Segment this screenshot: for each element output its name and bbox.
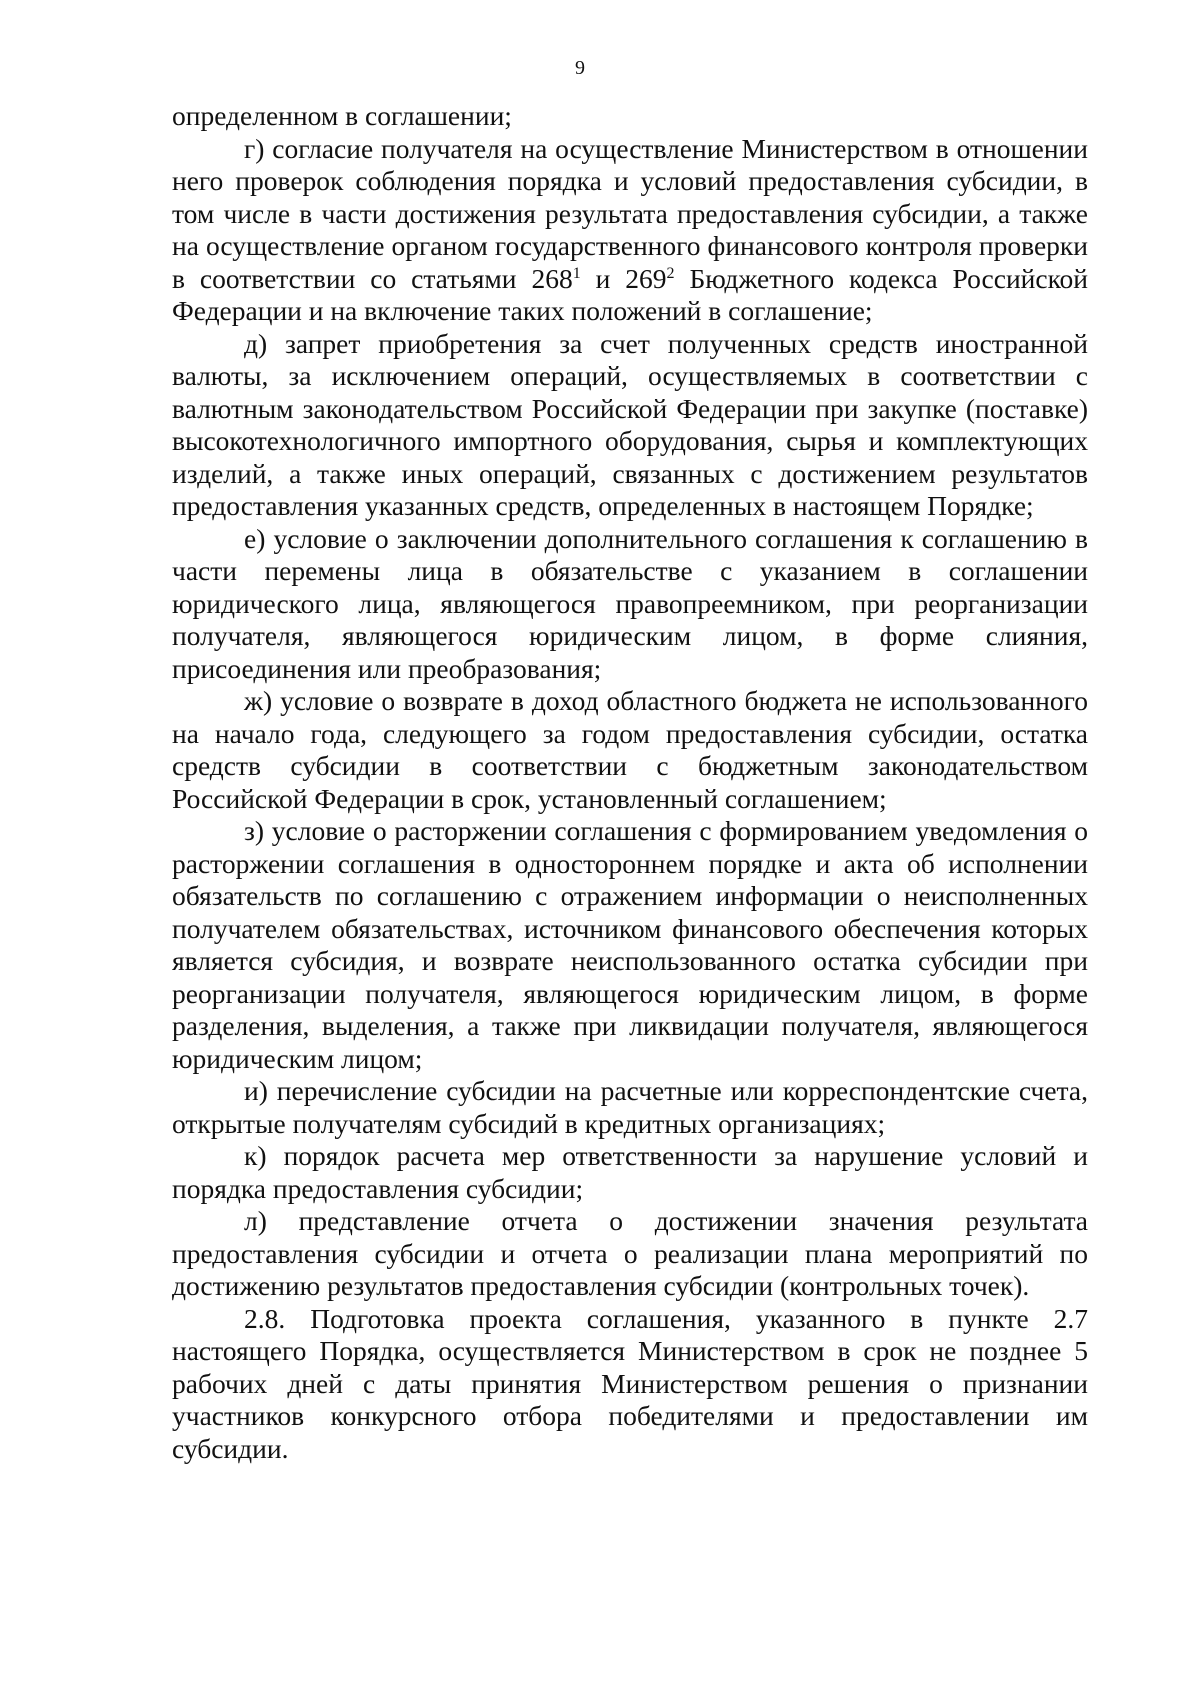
document-body xyxy=(172,100,1088,1465)
paragraph-item-zh: ж) условие о возврате в доход областного бюджета не использованного на начало года, следующего за годом предоставления субсидии, остатка средств субсидии в соответствии с бюджетным законодательством Российской Федерации в срок, установленный соглашением; xyxy=(172,685,1088,814)
article-269-reference xyxy=(625,263,674,294)
paragraph-item-g xyxy=(172,133,1088,328)
item-g-conjunction: и xyxy=(595,262,611,294)
article-269-number: 269 xyxy=(625,262,667,294)
item-g-text-after: Бюджетного кодекса Российской Федерации и на включение таких положений в соглашение; xyxy=(172,262,1089,326)
article-268-superscript: 1 xyxy=(572,264,581,282)
article-268-number: 268 xyxy=(531,262,573,294)
item-g-text-before: г) согласие получателя на осуществление Министерством в отношении него проверок соблюдения порядка и условий предоставления субсидии, в том числе в части достижения результата предоставления субсидии, а также на осуществление органом государственного финансового контроля проверки в соответствии со статьями xyxy=(172,132,1088,294)
article-268-reference xyxy=(531,263,580,294)
paragraph-item-k: к) порядок расчета мер ответственности за нарушение условий и порядка предоставления субсидии; xyxy=(172,1140,1088,1204)
paragraph-item-i: и) перечисление субсидии на расчетные или корреспондентские счета, открытые получателям субсидий в кредитных организациях; xyxy=(172,1075,1088,1139)
paragraph-item-e: е) условие о заключении дополнительного соглашения к соглашению в части перемены лица в обязательстве с указанием в соглашении юридического лица, являющегося правопреемником, при реорганизации получателя, являющегося юридическим лицом, в форме слияния, присоединения или преобразования; xyxy=(172,522,1088,684)
paragraph-item-z: з) условие о расторжении соглашения с формированием уведомления о расторжении соглашения в одностороннем порядке и акта об исполнении обязательств по соглашению с отражением информации о неисполненных получателем обязательствах, источником финансового обеспечения которых является субсидия, и возврате неиспользованного остатка субсидии при реорганизации получателя, являющегося юридическим лицом, в форме разделения, выделения, а также при ликвидации получателя, являющегося юридическим лицом; xyxy=(172,815,1088,1074)
paragraph-item-d: д) запрет приобретения за счет полученных средств иностранной валюты, за исключением операций, осуществляемых в соответствии с валютным законодательством Российской Федерации при закупке (поставке) высокотехнологичного импортного оборудования, сырья и комплектующих изделий, а также иных операций, связанных с достижением результатов предоставления указанных средств, определенных в настоящем Порядке; xyxy=(172,327,1088,521)
paragraph-section-2-8: 2.8. Подготовка проекта соглашения, указанного в пункте 2.7 настоящего Порядка, осуществляется Министерством в срок не позднее 5 рабочих дней с даты принятия Министерством решения о признании участников конкурсного отбора победителями и предоставлении им субсидии. xyxy=(172,1302,1088,1464)
article-269-superscript: 2 xyxy=(666,264,675,282)
page-number: 9 xyxy=(575,57,585,79)
paragraph-item-l: л) представление отчета о достижении значения результата предоставления субсидии и отчета о реализации плана мероприятий по достижению результатов предоставления субсидии (контрольных точек). xyxy=(172,1205,1088,1301)
paragraph-continuation: определенном в соглашении; xyxy=(172,100,512,131)
